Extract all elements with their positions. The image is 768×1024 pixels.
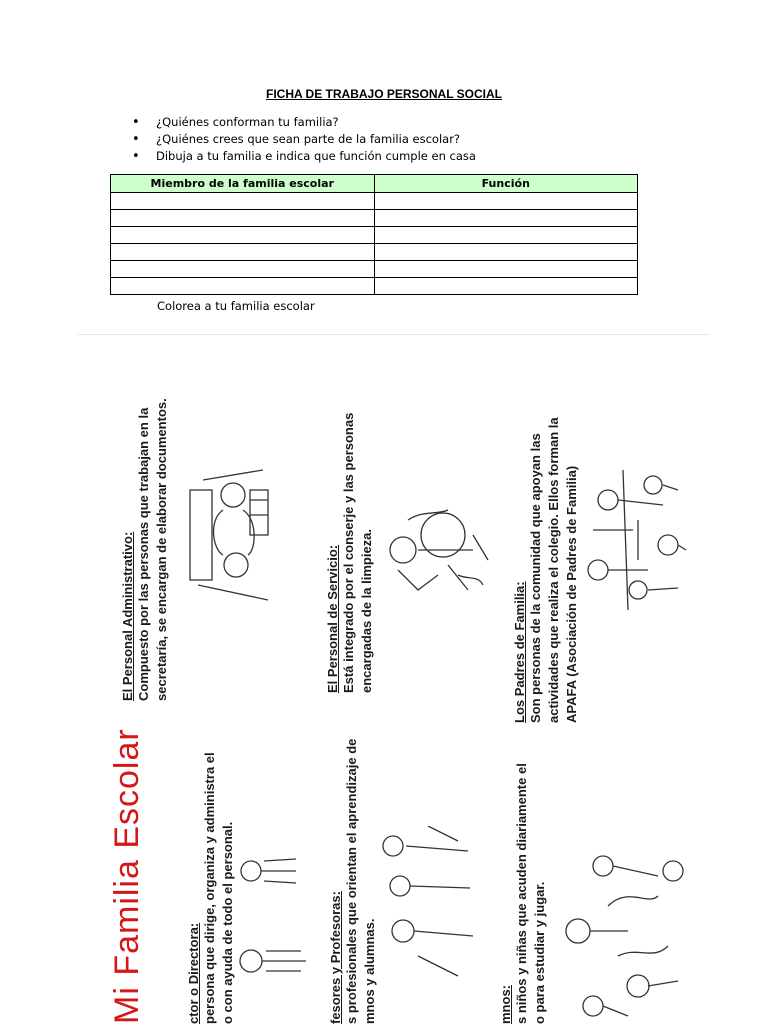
servicio-line: encargadas de la limpieza. [359, 528, 374, 693]
director-illustration [226, 831, 321, 1021]
question-item: • ¿Quiénes crees que sean parte de la familia escolar? [132, 131, 476, 148]
alumnos-line: s niños y niñas que acuden diariamente el [514, 763, 529, 1024]
administrativo-line: Compuesto por las personas que trabajan en la [136, 407, 151, 701]
table-row [111, 278, 638, 295]
profesores-line: mnos y alumnas. [362, 918, 377, 1024]
office-workers-illustration [178, 460, 278, 610]
padres-line: actividades que realiza el colegio. Ellos forman la [546, 417, 561, 723]
padres-line: APAFA (Asociación de Padres de Familia) [564, 465, 579, 723]
poster-top-image [78, 334, 710, 723]
alumnos-line: o para estudiar y jugar. [532, 881, 547, 1024]
administrativo-heading: El Personal Administrativo: [120, 531, 135, 701]
padres-line: Son personas de la comunidad que apoyan las [528, 433, 543, 723]
table-row [111, 261, 638, 278]
table-row [111, 210, 638, 227]
director-line: persona que dirige, organiza y administra el [202, 752, 217, 1024]
table-cell[interactable] [374, 278, 638, 295]
table-cell[interactable] [111, 227, 375, 244]
table-row [111, 227, 638, 244]
alumnos-block [498, 763, 549, 1024]
family-table [110, 174, 638, 295]
page-title: FICHA DE TRABAJO PERSONAL SOCIAL [265, 87, 502, 101]
teachers-illustration [378, 826, 483, 986]
table-cell[interactable] [374, 244, 638, 261]
poster-title: Mi Familia Escolar [108, 728, 146, 1024]
table-cell[interactable] [374, 193, 638, 210]
table-header-row [111, 175, 638, 193]
director-heading: ctor o Directora: [186, 922, 201, 1024]
director-line: o con ayuda de todo el personal. [220, 821, 235, 1024]
table-cell[interactable] [111, 193, 375, 210]
question-list [132, 114, 476, 165]
servicio-block [325, 413, 376, 693]
servicio-heading: El Personal de Servicio: [325, 544, 340, 693]
janitor-illustration [378, 495, 493, 605]
padres-block [512, 417, 581, 723]
table-row [111, 193, 638, 210]
table-cell[interactable] [111, 278, 375, 295]
poster-bottom-image [78, 716, 710, 1024]
alumnos-heading: mnos: [498, 985, 513, 1024]
administrativo-block [120, 398, 171, 701]
students-illustration [558, 846, 688, 1024]
profesores-heading: fesores y Profesoras: [328, 891, 343, 1024]
table-cell[interactable] [111, 261, 375, 278]
profesores-line: s profesionales que orientan el aprendizaje de [344, 738, 359, 1024]
instruction-text: Colorea a tu familia escolar [157, 299, 315, 313]
parents-illustration [578, 460, 690, 615]
question-item: • Dibuja a tu familia e indica que función cumple en casa [132, 148, 476, 165]
servicio-line: Está integrado por el conserje y las personas [341, 412, 356, 693]
administrativo-line: secretaría, se encargan de elaborar documentos. [154, 398, 169, 701]
table-cell[interactable] [374, 210, 638, 227]
column-header-function: Función [374, 175, 638, 193]
question-item: • ¿Quiénes conforman tu familia? [132, 114, 476, 131]
table-cell[interactable] [374, 261, 638, 278]
table-row [111, 244, 638, 261]
profesores-block [328, 739, 379, 1024]
table-cell[interactable] [111, 244, 375, 261]
padres-heading: Los Padres de Familia: [512, 581, 527, 723]
column-header-member: Miembro de la familia escolar [111, 175, 375, 193]
table-cell[interactable] [374, 227, 638, 244]
table-cell[interactable] [111, 210, 375, 227]
